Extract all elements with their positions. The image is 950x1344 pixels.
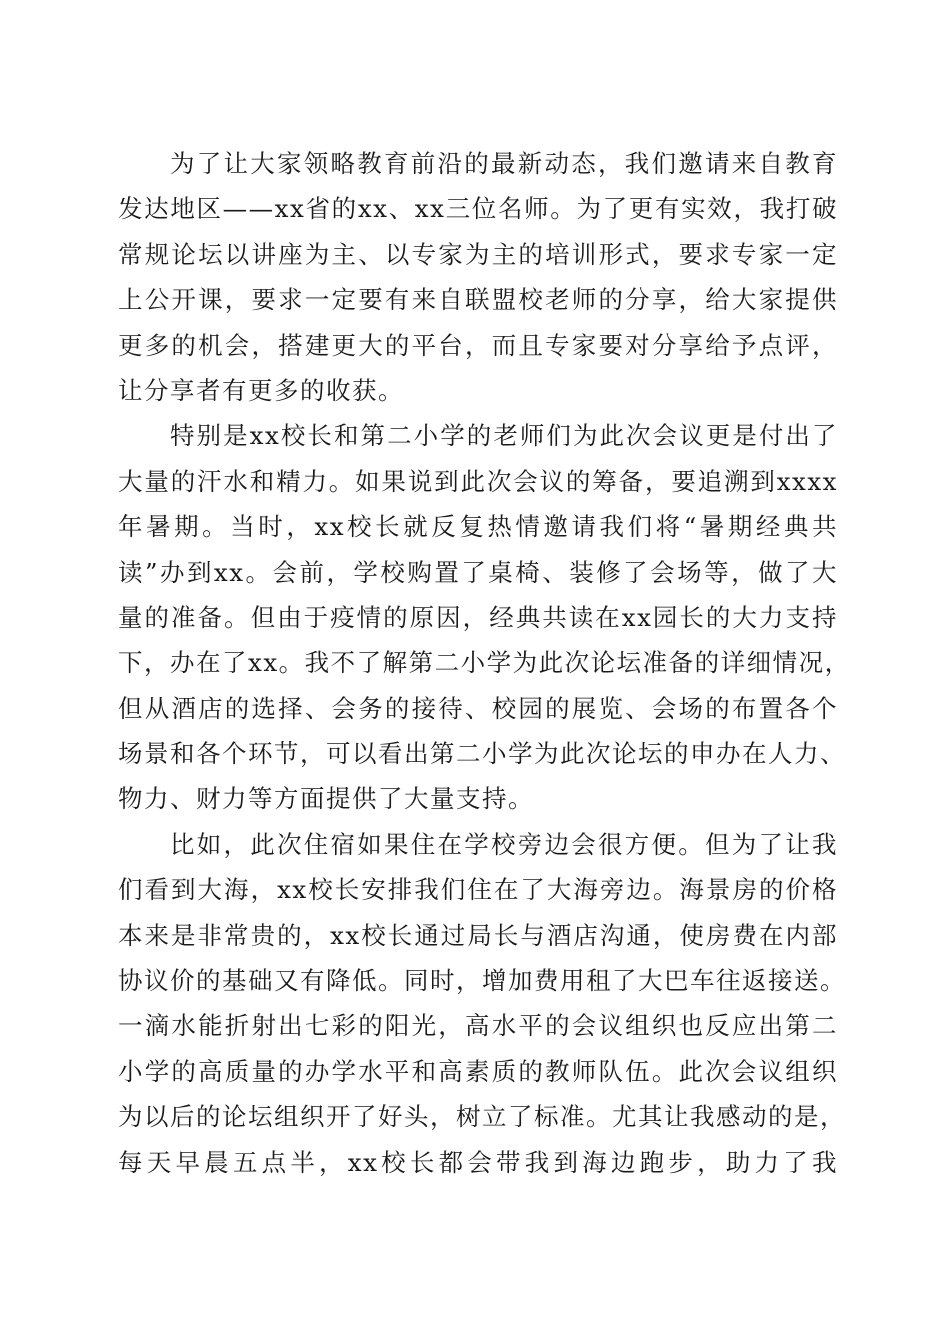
paragraph-2-line-8: 场景和各个环节，可以看出第二小学为此次论坛的申办在人力、: [118, 739, 846, 769]
paragraph-1-line-4: 上公开课，要求一定要有来自联盟校老师的分享，给大家提供: [118, 285, 838, 315]
paragraph-3-line-5: 一滴水能折射出七彩的阳光，高水平的会议组织也反应出第二: [118, 1011, 838, 1041]
paragraph-2-line-6: 下，办在了xx。我不了解第二小学为此次论坛准备的详细情况，: [118, 648, 851, 678]
paragraph-2-line-4: 读”办到xx。会前，学校购置了桌椅、装修了会场等，做了大: [118, 557, 838, 587]
paragraph-3-line-6: 小学的高质量的办学水平和高素质的教师队伍。此次会议组织: [118, 1056, 838, 1086]
paragraph-3-line-8: 每天早晨五点半，xx校长都会带我到海边跑步，助力了我: [118, 1147, 838, 1177]
paragraph-1-line-1: 为了让大家领略教育前沿的最新动态，我们邀请来自教育: [170, 149, 838, 178]
paragraph-3-line-4: 协议价的基础又有降低。同时，增加费用租了大巴车往返接送。: [118, 966, 846, 996]
paragraph-2-line-3: 年暑期。当时，xx校长就反复热情邀请我们将“暑期经典共: [118, 512, 838, 542]
paragraph-2-line-1: 特别是xx校长和第二小学的老师们为此次会议更是付出了: [170, 421, 838, 451]
paragraph-3-line-2: 们看到大海，xx校长安排我们住在了大海旁边。海景房的价格: [118, 875, 838, 905]
paragraph-3-line-3: 本来是非常贵的，xx校长通过局长与酒店沟通，使房费在内部: [118, 920, 838, 950]
paragraph-1-line-3: 常规论坛以讲座为主、以专家为主的培训形式，要求专家一定: [118, 239, 838, 269]
paragraph-1-line-2: 发达地区——xx省的xx、xx三位名师。为了更有实效，我打破: [118, 194, 838, 224]
paragraph-3-line-7: 为以后的论坛组织开了好头，树立了标准。尤其让我感动的是，: [118, 1102, 846, 1132]
paragraph-1-line-5: 更多的机会，搭建更大的平台，而且专家要对分享给予点评，: [118, 330, 838, 360]
paragraph-1-line-6: 让分享者有更多的收获。: [118, 375, 404, 405]
paragraph-2-line-2: 大量的汗水和精力。如果说到此次会议的筹备，要追溯到xxxx: [118, 466, 838, 496]
paragraph-3-line-1: 比如，此次住宿如果住在学校旁边会很方便。但为了让我: [170, 829, 838, 859]
paragraph-2-line-5: 量的准备。但由于疫情的原因，经典共读在xx园长的大力支持: [118, 602, 838, 632]
body-text: [118, 141, 851, 1185]
paragraph-2-line-7: 但从酒店的选择、会务的接待、校园的展览、会场的布置各个: [118, 693, 838, 723]
paragraph-2-line-9: 物力、财力等方面提供了大量支持。: [118, 784, 534, 814]
